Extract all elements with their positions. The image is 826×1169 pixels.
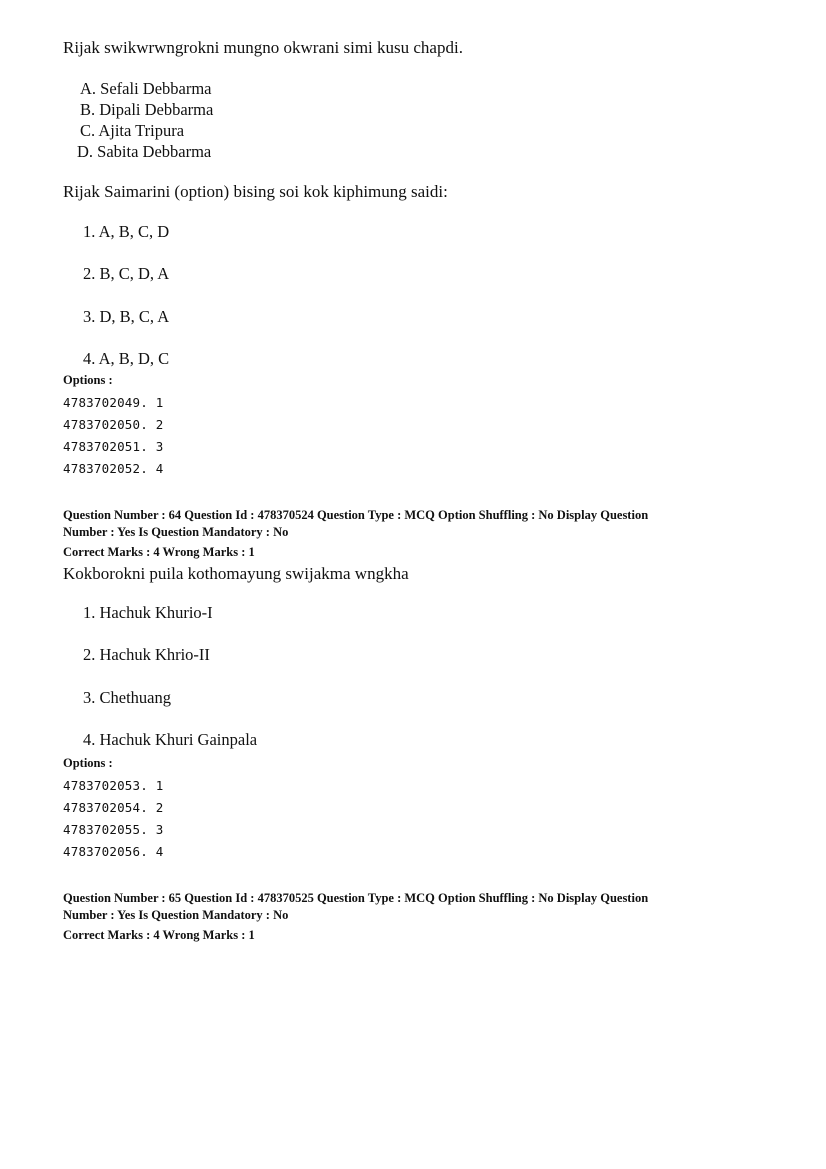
q65-meta-line2: Number : Yes Is Question Mandatory : No [63, 908, 289, 922]
q64-option-code-4: 4783702056. 4 [63, 844, 164, 859]
q63-item-c: C. Ajita Tripura [80, 121, 185, 140]
q63-choice-2: 2. B, C, D, A [83, 264, 170, 283]
q63-item-a: A. Sefali Debbarma [80, 79, 212, 98]
q63-options-label: Options : [63, 373, 113, 387]
q63-option-code-2: 4783702050. 2 [63, 417, 164, 432]
q65-meta-line1: Question Number : 65 Question Id : 478370525 Question Type : MCQ Option Shuffling : No Display Question [63, 891, 649, 905]
q64-choice-1: 1. Hachuk Khurio-I [83, 603, 213, 622]
q64-marks: Correct Marks : 4 Wrong Marks : 1 [63, 545, 255, 559]
q63-option-code-1: 4783702049. 1 [63, 395, 164, 410]
q64-option-code-1: 4783702053. 1 [63, 778, 164, 793]
q63-instruction: Rijak Saimarini (option) bising soi kok kiphimung saidi: [63, 182, 448, 201]
q63-choice-4: 4. A, B, D, C [83, 349, 170, 368]
q64-meta-line1: Question Number : 64 Question Id : 478370524 Question Type : MCQ Option Shuffling : No Display Question [63, 508, 649, 522]
q64-option-code-2: 4783702054. 2 [63, 800, 164, 815]
q64-stem: Kokborokni puila kothomayung swijakma wngkha [63, 564, 409, 583]
q63-option-code-4: 4783702052. 4 [63, 461, 164, 476]
q64-choice-2: 2. Hachuk Khrio-II [83, 645, 210, 664]
q63-item-b: B. Dipali Debbarma [80, 100, 214, 119]
q63-stem: Rijak swikwrwngrokni mungno okwrani simi kusu chapdi. [63, 38, 463, 57]
q63-option-code-3: 4783702051. 3 [63, 439, 164, 454]
q65-marks: Correct Marks : 4 Wrong Marks : 1 [63, 928, 255, 942]
q64-choice-4: 4. Hachuk Khuri Gainpala [83, 730, 258, 749]
q64-option-code-3: 4783702055. 3 [63, 822, 164, 837]
q63-choice-3: 3. D, B, C, A [83, 307, 170, 326]
q64-meta-line2: Number : Yes Is Question Mandatory : No [63, 525, 289, 539]
q64-choice-3: 3. Chethuang [83, 688, 171, 707]
q63-item-d: D. Sabita Debbarma [77, 142, 212, 161]
q64-options-label: Options : [63, 756, 113, 770]
q63-choice-1: 1. A, B, C, D [83, 222, 170, 241]
